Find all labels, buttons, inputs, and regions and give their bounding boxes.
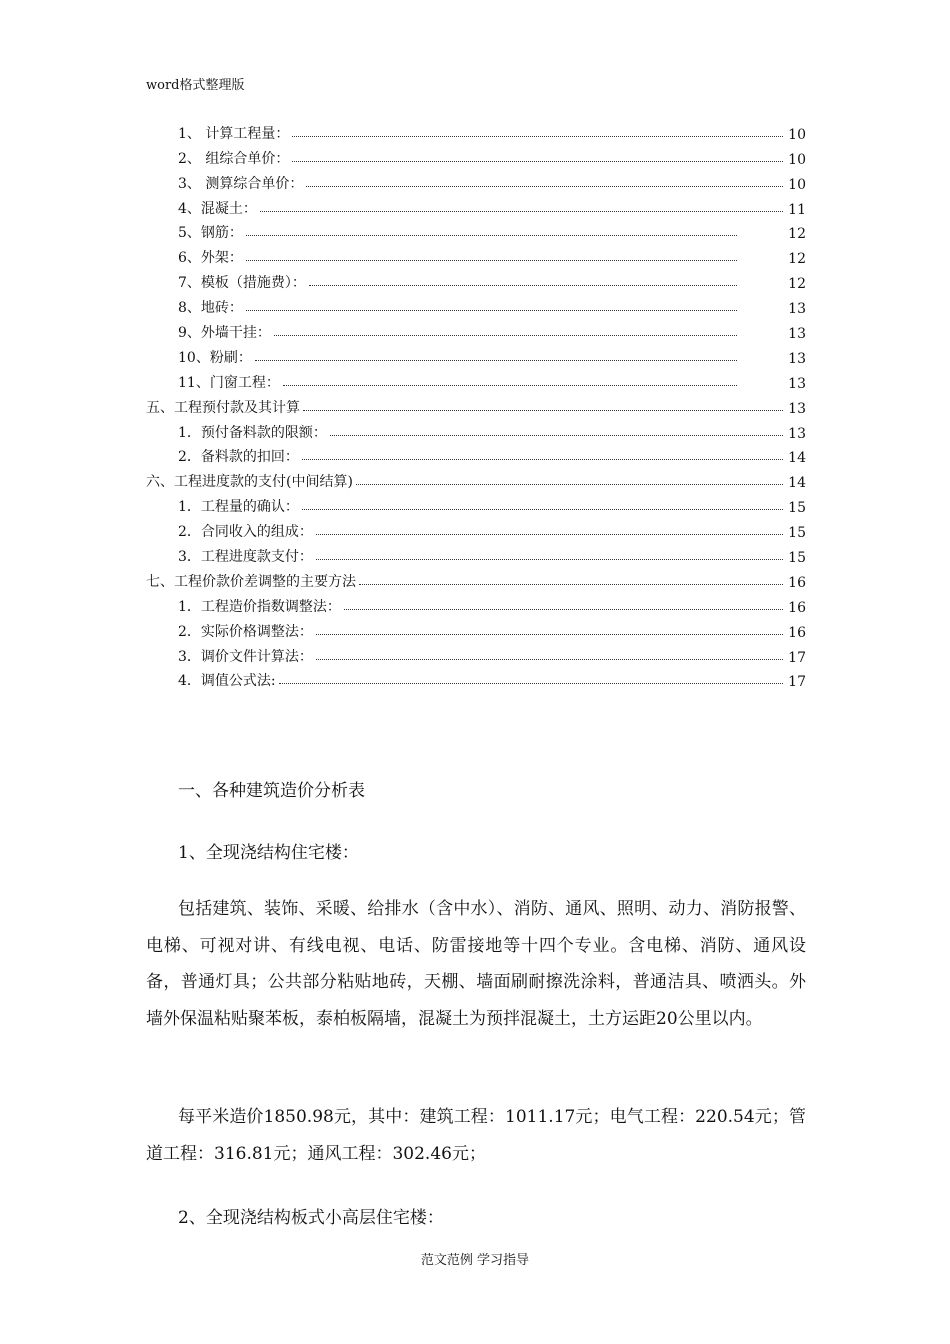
toc-entry-page: 13 (788, 425, 806, 442)
toc-entry[interactable] (146, 267, 806, 292)
toc-entry[interactable] (146, 466, 806, 491)
toc-entry[interactable] (146, 541, 806, 566)
toc-entry-label: 3．调价文件计算法： (178, 648, 313, 665)
toc-entry-label: 11、门窗工程： (178, 374, 280, 391)
toc-dot-leader (279, 683, 783, 684)
toc-dot-leader (246, 260, 737, 261)
page-footer: 范文范例 学习指导 (420, 1253, 530, 1268)
toc-dot-leader (302, 509, 783, 510)
toc-entry-label: 3、 测算综合单价： (178, 175, 304, 192)
toc-entry-label: 10、粉刷： (178, 349, 252, 366)
toc-entry-page: 10 (788, 126, 806, 143)
toc-entry-label: 五、工程预付款及其计算 (146, 399, 300, 416)
toc-entry[interactable] (146, 616, 806, 641)
toc-entry[interactable] (146, 342, 806, 367)
toc-entry-page: 13 (788, 375, 806, 392)
toc-entry-label: 3．工程进度款支付： (178, 549, 313, 566)
toc-entry-label: 七、工程价款价差调整的主要方法 (146, 573, 356, 590)
toc-dot-leader (309, 285, 737, 286)
toc-dot-leader (292, 136, 783, 137)
toc-dot-leader (303, 410, 783, 411)
toc-dot-leader (316, 559, 783, 560)
toc-entry-page: 15 (788, 550, 806, 567)
paragraph-2: 每平米造价1850.98元，其中：建筑工程：1011.17元；电气工程：220.54元；管道工程：316.81元；通风工程：302.46元； (146, 1107, 806, 1164)
toc-dot-leader (316, 659, 783, 660)
toc-entry[interactable] (146, 193, 806, 218)
toc-entry-page: 15 (788, 525, 806, 542)
toc-dot-leader (246, 235, 737, 236)
toc-dot-leader (246, 310, 737, 311)
toc-entry-label: 1、 计算工程量： (178, 125, 290, 142)
toc-entry-label: 4．调值公式法: (178, 673, 276, 690)
toc-entry-page: 10 (788, 151, 806, 168)
toc-dot-leader (292, 161, 783, 162)
toc-entry-page: 12 (788, 226, 806, 243)
toc-entry-page: 17 (788, 674, 806, 691)
toc-entry[interactable] (146, 242, 806, 267)
toc-entry-label: 6、外架： (178, 250, 243, 267)
toc-entry-label: 六、工程进度款的支付(中间结算) (146, 474, 353, 491)
toc-entry-page: 12 (788, 251, 806, 268)
toc-entry[interactable] (146, 143, 806, 168)
toc-dot-leader (344, 609, 783, 610)
toc-dot-leader (260, 211, 783, 212)
subsection-title-1: 1、全现浇结构住宅楼： (178, 843, 359, 863)
toc-dot-leader (283, 385, 737, 386)
toc-entry-label: 7、模板（措施费）： (178, 275, 306, 292)
toc-entry-page: 14 (788, 475, 806, 492)
toc-entry-label: 1．工程量的确认： (178, 499, 299, 516)
toc-dot-leader (274, 335, 737, 336)
toc-entry-page: 16 (788, 574, 806, 591)
toc-entry-page: 14 (788, 450, 806, 467)
toc-dot-leader (302, 459, 783, 460)
toc-entry[interactable] (146, 516, 806, 541)
toc-dot-leader (330, 435, 783, 436)
toc-dot-leader (359, 584, 783, 585)
toc-entry[interactable] (146, 118, 806, 143)
toc-entry-page: 13 (788, 326, 806, 343)
toc-entry[interactable] (146, 168, 806, 193)
page-header: word格式整理版 (146, 78, 245, 93)
toc-entry-page: 16 (788, 599, 806, 616)
toc-dot-leader (316, 534, 783, 535)
toc-entry-label: 2、 组综合单价： (178, 150, 290, 167)
toc-entry-page: 10 (788, 176, 806, 193)
toc-entry-label: 4、混凝土： (178, 200, 257, 217)
toc-entry[interactable] (146, 392, 806, 417)
toc-entry-label: 1．预付备料款的限额： (178, 424, 327, 441)
paragraph-1: 包括建筑、装饰、采暖、给排水（含中水）、消防、通风、照明、动力、消防报警、电梯、可视对讲、有线电视、电话、防雷接地等十四个专业。含电梯、消防、通风设备，普通灯具；公共部分粘贴地砖，天棚、墙面刷耐擦洗涂料，普通洁具、喷洒头。外墙外保温粘贴聚苯板，泰柏板隔墙，混凝土为预拌混凝土，土方运距20公里以内。 (146, 899, 806, 1029)
toc-entry-page: 13 (788, 301, 806, 318)
toc-entry[interactable] (146, 417, 806, 442)
toc-entry[interactable] (146, 367, 806, 392)
toc-entry[interactable] (146, 218, 806, 243)
toc-entry-label: 2．备料款的扣回： (178, 449, 299, 466)
toc-entry[interactable] (146, 491, 806, 516)
section-title: 一、各种建筑造价分析表 (178, 781, 365, 801)
toc-dot-leader (306, 186, 783, 187)
toc-entry-page: 15 (788, 500, 806, 517)
toc-entry[interactable] (146, 566, 806, 591)
toc-entry-page: 16 (788, 624, 806, 641)
toc-entry-label: 5、钢筋： (178, 225, 243, 242)
toc-entry-page: 13 (788, 350, 806, 367)
toc-entry-label: 2．实际价格调整法： (178, 623, 313, 640)
toc-entry[interactable] (146, 641, 806, 666)
toc-entry-label: 2．合同收入的组成： (178, 524, 313, 541)
toc-entry-page: 11 (788, 201, 806, 218)
toc-entry-label: 8、地砖： (178, 300, 243, 317)
toc-entry[interactable] (146, 666, 806, 691)
toc-entry-page: 12 (788, 276, 806, 293)
toc-entry-page: 13 (788, 400, 806, 417)
toc-entry-label: 1．工程造价指数调整法： (178, 598, 341, 615)
subsection-title-2: 2、全现浇结构板式小高层住宅楼： (178, 1208, 444, 1228)
toc-entry[interactable] (146, 591, 806, 616)
toc-entry-page: 17 (788, 649, 806, 666)
toc-dot-leader (316, 634, 783, 635)
toc-entry[interactable] (146, 317, 806, 342)
toc-dot-leader (255, 360, 737, 361)
toc-entry-label: 9、外墙干挂： (178, 325, 271, 342)
toc-dot-leader (356, 484, 783, 485)
toc-entry[interactable] (146, 442, 806, 467)
toc-entry[interactable] (146, 292, 806, 317)
table-of-contents (146, 118, 806, 690)
